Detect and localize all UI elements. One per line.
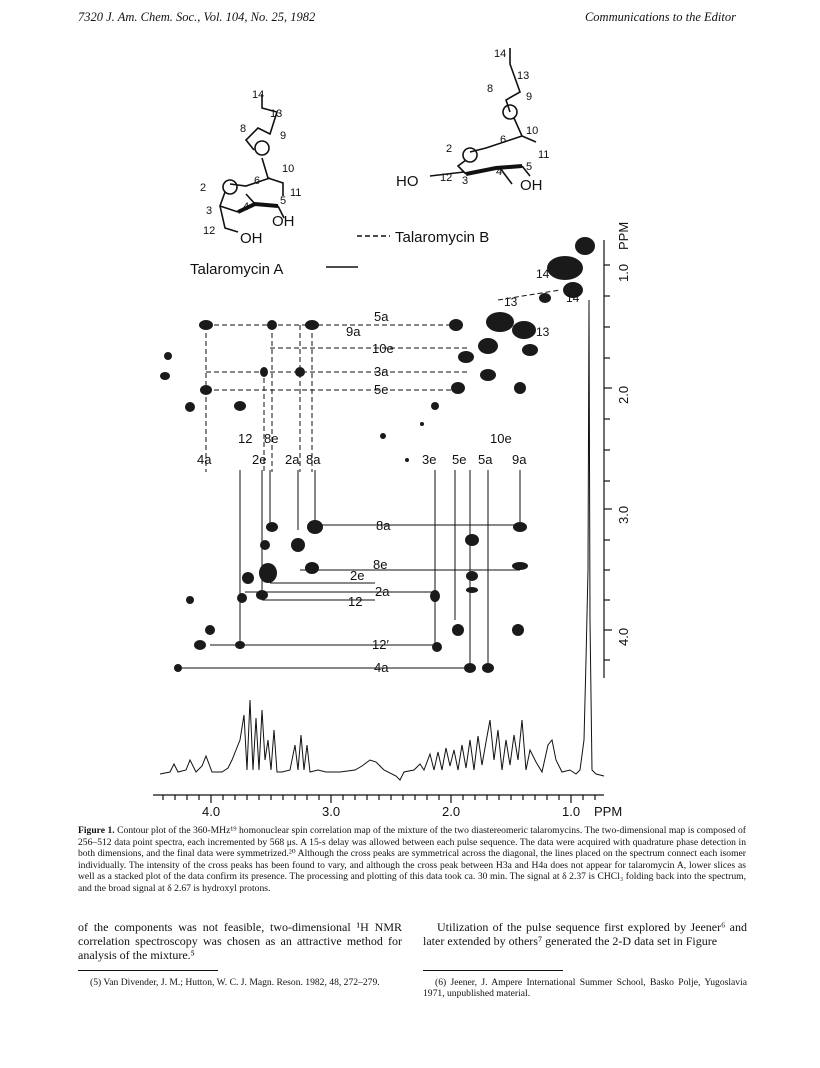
cross-peak-label: 5e [452,452,467,467]
cross-peak-label: 10e [490,431,512,446]
atom-label: 9 [280,130,287,142]
figure-caption-text: Contour plot of the 360-MHz¹⁹ homonuclear spin correlation map of the mixture of the two diastereomeric talaromycins. The two-dimensional map is composed of 256–512 data point spectra, each incremented by 568 μs. A 15-s delay was allowed between each pulse sequence. The data were acquired with quadrature phase detection in both dimensions, and the final data were symmetrized.²⁰ Although the cross peaks are symmetrical across the diagonal, the lines placed on the spectrum connect each isomer individually. The intensity of the cross peaks has been found to vary, and although the cross peak between H3a and H4a does not appear for talaromycin A, lower slices as well as a stacked plot of the data confirm its presence. The processing and plotting of this data took ca. 30 min. The signal at δ 2.37 is CHCl₃ folding back into the spectrum, and the broad signal at δ 2.67 is hydroxyl protons. [78,825,746,894]
atom-label: 8 [487,83,494,95]
axis-right [604,240,612,678]
bottom-axis-label: 4.0 [202,804,221,819]
diagonal-label: 13 [536,325,550,339]
atom-label: 3 [462,175,469,187]
right-axis-label: 3.0 [616,505,631,524]
footnote-5: (5) Van Divender, J. M.; Hutton, W. C. J. Magn. Reson. 1982, 48, 272–279. [90,977,380,988]
atom-label: 10 [282,163,295,175]
cross-peak-label: 3e [422,452,437,467]
right-axis-label: 4.0 [616,627,631,646]
footnote-rule-right [423,970,563,971]
atom-label: 11 [290,187,302,199]
cross-peak-label: 5a [478,452,493,467]
body-text-left-column: of the components was not feasible, two-dimensional ¹H NMR correlation spectroscopy was chosen as an attractive method for analysis of the mixture.⁵ [78,920,402,962]
atom-label: 10 [526,125,539,137]
right-axis-label: PPM [616,221,631,250]
bottom-axis-label: 3.0 [322,804,341,819]
figure-caption [78,825,746,895]
cross-peak-label: 2a [285,452,300,467]
footnote-rule-left [78,970,218,971]
cross-peak-label: 8a [306,452,321,467]
structure-talaromycin-b [430,48,539,184]
running-header-section: Communications to the Editor [584,10,736,24]
footnote-6: (6) Jeener, J. Ampere International Summer School, Basko Polje, Yugoslavia 1971, unpublished material. [423,977,747,999]
atom-label: 13 [517,70,530,82]
cross-peak-label: 8e [264,431,279,446]
compound-a-name: Talaromycin A [190,261,284,278]
row-label: 5e [374,382,389,397]
atom-label: 5 [280,195,287,207]
atom-label: 8 [240,123,247,135]
bottom-axis-label: PPM [594,804,623,819]
atom-label: 12 [440,172,453,184]
atom-label: 13 [270,108,283,120]
bottom-axis-label: 1.0 [562,804,581,819]
atom-label: 5 [526,161,533,173]
row-label: 12′ [372,637,389,652]
cross-peak-label: 2e [252,452,267,467]
row-label: 9a [346,324,361,339]
atom-label: 4 [496,166,503,178]
atom-label: 6 [500,134,507,146]
cross-peak-label: 9a [512,452,527,467]
atom-label: OH [272,213,295,230]
row-label: 2a [375,584,390,599]
row-label: 8e [373,557,388,572]
row-label: 2e [350,568,365,583]
atom-label: 3 [206,205,213,217]
atom-label: 4 [243,201,250,213]
atom-label: 2 [446,143,453,155]
atom-label: 12 [203,225,216,237]
row-label: 10e [372,341,394,356]
body-text-right-column: Utilization of the pulse sequence first explored by Jeener⁶ and later extended by others⁷ generated the 2-D data set in Figure [423,920,747,948]
diagonal-label: 14 [566,291,580,305]
row-label: 3a [374,364,389,379]
row-label: 8a [376,518,391,533]
atom-label: HO [396,173,419,190]
row-label: 5a [374,309,389,324]
compound-b-name: Talaromycin B [395,229,490,246]
axis-bottom [153,795,604,803]
cross-peaks [160,237,595,673]
diagonal-label: 13 [504,295,518,309]
atom-label: OH [520,177,543,194]
cross-peak-label: 4a [197,452,212,467]
atom-label: OH [240,230,263,247]
diagonal-label: 14 [536,267,550,281]
figure-caption-label: Figure 1. [78,825,115,836]
atom-label: 11 [538,149,550,161]
atom-label: 14 [252,89,265,101]
right-axis-label: 1.0 [616,263,631,282]
atom-label: 9 [526,91,533,103]
bottom-axis-label: 2.0 [442,804,461,819]
running-header-citation: 7320 J. Am. Chem. Soc., Vol. 104, No. 25, 1982 [78,10,316,24]
atom-label: 6 [254,175,261,187]
atom-label: 14 [494,48,507,60]
cross-peak-label: 12 [238,431,253,446]
atom-label: 2 [200,182,207,194]
right-axis-label: 2.0 [616,385,631,404]
row-label: 12 [348,594,363,609]
row-label: 4a [374,660,389,675]
